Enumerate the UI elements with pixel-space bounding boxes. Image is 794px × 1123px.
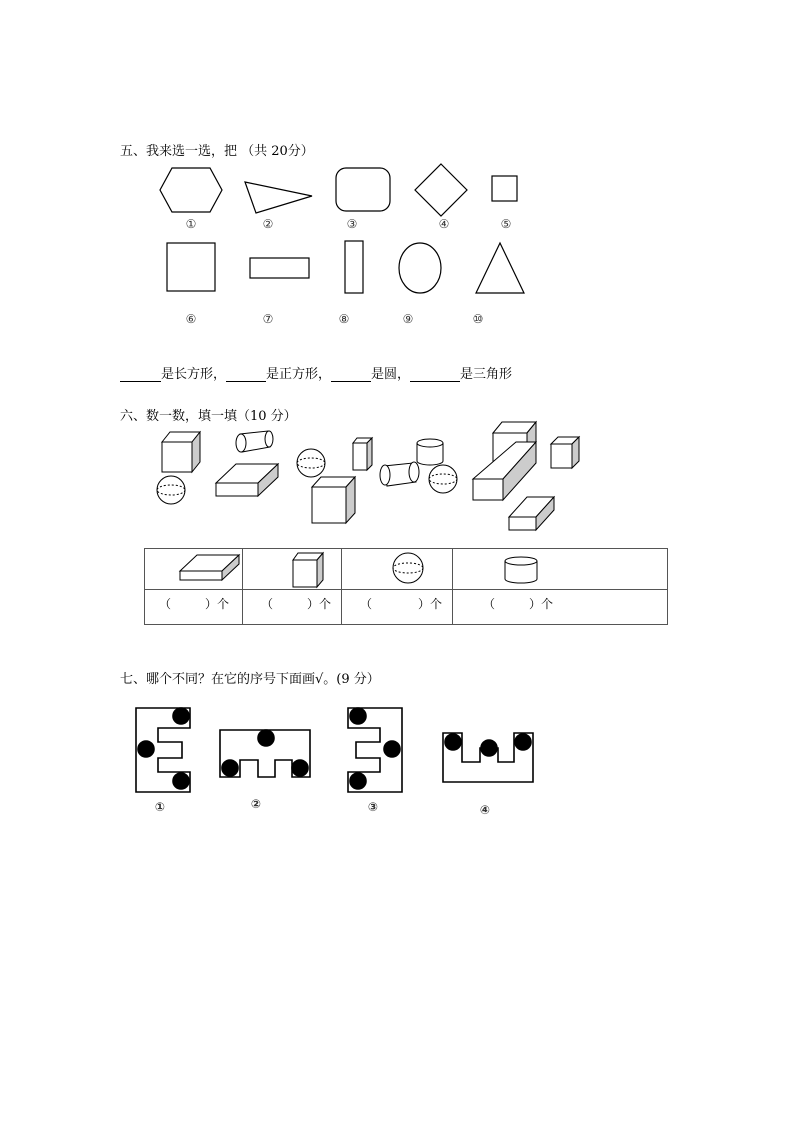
section7-title: 七、哪个不同？在它的序号下面画√。(9 分）	[120, 672, 380, 687]
figure-2-shape	[220, 730, 310, 777]
shape-number-8: ⑧	[338, 312, 350, 326]
answer-cube[interactable]: （ ）个	[243, 590, 342, 625]
answer-cuboid[interactable]: （ ）个	[145, 590, 243, 625]
figure-4-shape	[443, 733, 533, 782]
shape-number-7: ⑦	[262, 312, 274, 326]
shape-number-5: ⑤	[500, 217, 512, 231]
figure-1-shape	[136, 708, 190, 792]
section6-title: 六、数一数，填一填（10 分）	[120, 409, 297, 424]
label-square: 是正方形，	[266, 367, 332, 382]
figure-number-3[interactable]: ③	[367, 800, 379, 814]
answer-sphere[interactable]: （ ）个	[342, 590, 453, 625]
label-triangle: 是三角形	[460, 367, 513, 382]
label-rectangle: 是长方形，	[161, 367, 227, 382]
shape-number-3: ③	[346, 217, 358, 231]
shape-number-6: ⑥	[185, 312, 197, 326]
figure-number-1[interactable]: ①	[154, 800, 166, 814]
section5-title: 五、我来选一选，把 （共 20分）	[120, 144, 314, 159]
figure-number-2[interactable]: ②	[250, 797, 262, 811]
shape-number-9: ⑨	[402, 312, 414, 326]
shape-number-10: ⑩	[472, 312, 484, 326]
label-circle: 是圆，	[371, 367, 411, 382]
shape-number-1: ①	[185, 217, 197, 231]
figure-3-shape	[348, 708, 402, 792]
answer-cylinder[interactable]: （ ）个	[453, 590, 668, 625]
shape-number-2: ②	[262, 217, 274, 231]
shape-number-4: ④	[438, 217, 450, 231]
figure-number-4[interactable]: ④	[479, 803, 491, 817]
